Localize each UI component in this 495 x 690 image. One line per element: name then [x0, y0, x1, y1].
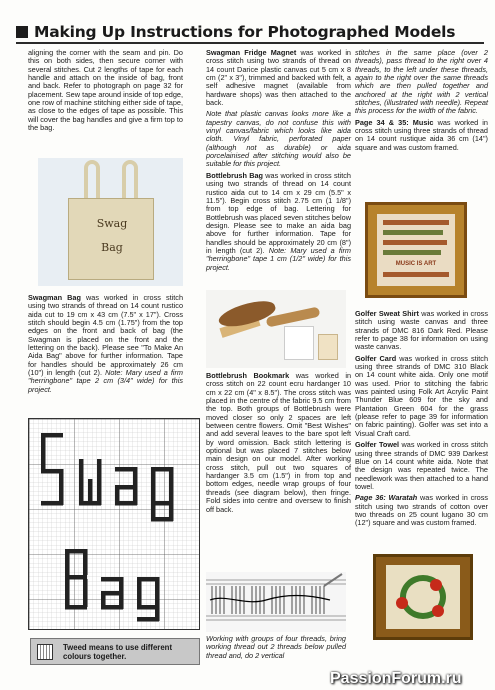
fridge-magnet-body: was worked in cross stitch using two strands of thread on 14 count Darice plastic canvas cut 5 cm x 8 cm (2" x 3"), trimmed and backed with felt, a self adhesive magnet (available from hardware shops) was then attached to the back.	[206, 48, 351, 108]
fridge-magnet-text	[206, 49, 351, 107]
bottlebrush-bag-note: Note: Mary used a firm "herringbone" tape 1 cm (1/2" wide) for this project.	[206, 245, 351, 272]
golfer-towel-text	[355, 441, 488, 491]
waratah-text	[355, 494, 488, 527]
bottlebrush-bag-body: was worked in cross stitch using two strands of thread on 14 count rustico aida cut to 14 cm x 29 cm (5.5" x 11.5"). Begin cross stitch 2.75 cm (1 1/8") from top edge of bag. Lettering for Bottlebrush was placed seven stitches below design. Please see to make an aida bag above for further information. Tape for handles should be approximately 20 cm (8") in length (cut 2).	[206, 170, 351, 255]
fringe-stitch-diagram	[206, 572, 346, 632]
chart-grid-svg	[29, 419, 199, 629]
bag-text-line-2: Bag	[101, 241, 123, 254]
plastic-canvas-note	[206, 110, 351, 168]
gift-tag	[318, 334, 338, 360]
golfer-towel-body: was worked in cross stitch using three strands of DMC 939 Darkest Blue on 14 count white aida. Note that the design was repeated twice. The needlework was then attached to a hand towel.	[355, 440, 488, 491]
swagman-bag-heading: Swagman Bag	[28, 293, 81, 302]
page-title: Making Up Instructions for Photographed Models	[34, 23, 456, 41]
header-square-icon	[16, 26, 28, 38]
bag-body	[68, 198, 154, 280]
plastic-canvas-note-text: Note that plastic canvas looks more like a tapestry canvas, do not confuse this with vinyl canvas/fabric which looks like aida cloth. Vinyl fabric, perforated paper (although not as durable) or aida porcelainised after stitching would also be suitable for this project.	[206, 109, 351, 169]
bookmark-heading: Bottlebrush Bookmark	[206, 371, 290, 380]
bookmark-card	[284, 326, 314, 360]
fringe-caption-italic: Working with groups of four threads, bring working thread out 2 threads below pulled thread and, do 2 vertical	[206, 634, 346, 660]
swagman-bag-note: Note: Mary used a firm "herringbone" tape 2 cm (3/4" wide) for this project.	[28, 368, 183, 394]
music-heading: Page 34 & 35: Music	[355, 117, 434, 127]
golfer-card-body: was worked in cross stitch using three strands of DMC 310 Black on 14 count white aida. Only one motif was used. Prior to stitching the fabric was painted using Folk Art Acrylic Paint Thunder Blue 609 for the sky and Plantation Green 604 for the grass (please refer to page 39 for information on fabric painting). Golfer was set into a Visual Craft card.	[355, 353, 489, 438]
waratah-body: was worked in cross stitch using two strands of cotton over two threads on 25 count lugano 30 cm (12") square and was custom framed.	[355, 493, 488, 528]
column-1-intro	[28, 49, 183, 135]
column-3-top	[355, 49, 488, 155]
swagman-bag-text	[28, 294, 183, 394]
bookmark-section	[206, 372, 351, 517]
music-row-1	[383, 220, 449, 225]
bookmark-body: was worked in cross stitch on 22 count ecru hardanger 10 cm x 22 cm (4" x 8.5"). The cross stitch was placed in the centre of the fabric 9.5 cm from the top. Both groups of Bottlebrush were moved closer so only 2 spaces are left between centre flowers. Omit "Best Wishes" and add several leaves to the bare spot left by word omission. Back stitch lettering is optional but was placed 7 stitches below main design on our model. After working cross stitch, pull out two squares of hardanger 3.5 cm (1.5") in from top and bottom edges, needle wrap groups of four threads (see diagram below), then fringe. Fold sides into centre and oversew to finish off back.	[206, 371, 352, 514]
fringe-diagram-svg	[206, 572, 346, 632]
hemstitch-continued-text: stitches in the same place (over 2 threads), pass thread to the right over 4 threads, to the left under these threads, again to the right over the same threads which are then pulled together and anchored at the right with 2 vertical stitches, (illustrated with needle). Repeat this process for the width of the fabric.	[355, 48, 488, 116]
fringe-caption-text	[206, 635, 346, 660]
golfer-towel-heading: Golfer Towel	[355, 440, 400, 450]
golfer-card-text	[355, 355, 488, 438]
music-mat	[377, 214, 455, 286]
fridge-magnet-heading: Swagman Fridge Magnet	[206, 48, 297, 57]
music-frame-caption: MUSIC IS ART	[395, 261, 437, 267]
bag-finishing-text: aligning the corner with the seam and pin. Do this on both sides, then secure corner with several stitches. Cut 2 lengths of tape for each handle and attach on the inside of bag, front and back. Refer to photograph on page 32 for placement. Sew tape around inside of top edge, one row of machine stitching either side of tape, as close to the edges of tape as possible. This will cover the bag handles and give a firm top to the bag.	[28, 48, 183, 133]
bottlebrush-bag-heading: Bottlebrush Bag	[206, 170, 263, 180]
page-header	[16, 22, 484, 44]
music-body: was worked in cross stitch using three strands of thread on 14 count rustique aida 36 cm (14") square and was custom framed.	[355, 117, 488, 152]
waratah-mat	[386, 565, 460, 629]
music-row-3	[383, 240, 447, 245]
golfer-shirt-body: was worked in cross stitch using waste canvas and three strands of DMC 816 Dark Red. Please refer to page 38 for information on using waste canvas.	[355, 309, 488, 352]
tweed-swatch-icon	[37, 644, 53, 660]
golfer-shirt-heading: Golfer Sweat Shirt	[355, 309, 419, 318]
fringe-caption	[206, 635, 346, 663]
site-watermark: PassionForum.ru	[330, 670, 462, 687]
waratah-flower-2	[430, 579, 442, 591]
music-row-2	[383, 230, 443, 235]
music-row-5	[383, 272, 449, 277]
waratah-flower-3	[432, 605, 444, 617]
swag-bag-photo	[38, 158, 183, 286]
bag-text-line-1: Swag	[96, 217, 128, 230]
golfer-shirt-text	[355, 310, 488, 352]
bottlebrush-bookmark-photo	[206, 290, 346, 368]
tweed-legend-text: Tweed means to use different colours together.	[63, 642, 173, 661]
bottlebrush-bag-text	[206, 172, 351, 272]
bookmark-text	[206, 372, 351, 514]
tweed-legend	[30, 638, 200, 665]
cross-stitch-chart	[28, 418, 200, 630]
swagman-bag-body: was worked in cross stitch using two strands of thread on 14 count rustico aida cut to 19 cm x 43 cm (7.5" x 17"). Cross stitch should begin 4.5 cm (1.75") from the top edges on the front and back of bag (the Swagman is placed on the front and the lettering on the back). Please see "To Make An Aida Bag" above for further information. Tape for handles should be approximately 26 cm (10") in length (cut 2).	[28, 293, 184, 378]
golfer-card-heading: Golfer Card	[355, 353, 397, 363]
music-row-4	[383, 250, 441, 255]
music-framed-photo	[365, 202, 467, 298]
waratah-heading: Page 36: Waratah	[355, 493, 418, 503]
music-text	[355, 119, 488, 152]
waratah-framed-photo	[373, 554, 473, 640]
waratah-flower-1	[396, 597, 408, 609]
column-2-top	[206, 49, 351, 275]
column-3-bottom	[355, 310, 488, 531]
swagman-bag-section	[28, 294, 183, 397]
